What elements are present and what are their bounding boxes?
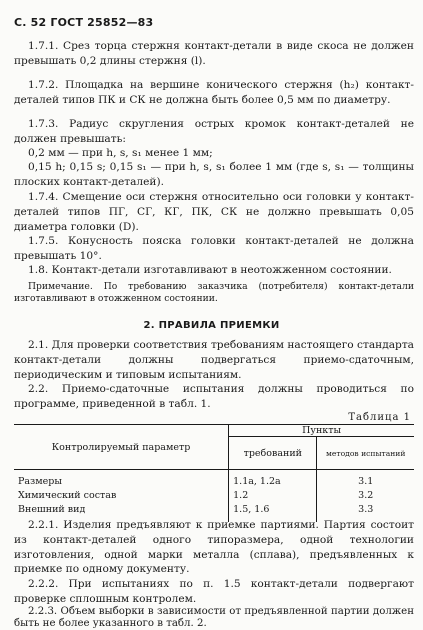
col-header-param: Контролируемый параметр <box>14 425 229 470</box>
paragraph-2-2: 2.2. Приемо-сдаточные испытания должны проводиться по программе, приведенной в табл. 1. <box>14 383 414 410</box>
paragraph-1-7-5: 1.7.5. Конусность пояска головки контакт-деталей не должна превышать 10°. <box>14 235 414 262</box>
table-1 <box>14 424 414 522</box>
col-header-method: методов испытаний <box>317 437 414 470</box>
paragraph-1-7-2: 1.7.2. Площадка на вершине конического стержня (h₂) контакт-деталей типов ПК и СК не должна быть более 0,5 мм по диаметру. <box>14 79 414 106</box>
table-row <box>14 475 414 489</box>
cell-method: 3.1 <box>317 475 414 489</box>
col-header-req: требований <box>229 437 317 470</box>
table-row <box>14 503 414 517</box>
cell-param: Внешний вид <box>18 504 86 515</box>
paragraph-1-7-3-item-2: 0,15 h; 0,15 s; 0,15 s₁ — при h, s, s₁ более 1 мм (где s, s₁ — толщины плоских контакт-деталей). <box>14 161 414 188</box>
col-header-group: Пункты <box>229 425 414 437</box>
paragraph-2-1: 2.1. Для проверки соответствия требованиям настоящего стандарта контакт-детали должны подвергаться приемо-сдаточным, периодическим и типовым испытаниям. <box>14 339 414 381</box>
cell-req: 1.2 <box>229 489 317 503</box>
note: Примечание. По требованию заказчика (потребителя) контакт-детали изготавливают в отожженном состоянии. <box>14 281 414 305</box>
paragraph-1-7-3: 1.7.3. Радиус скругления острых кромок контакт-деталей не должен превышать: <box>14 118 414 145</box>
paragraph-2-2-3: 2.2.3. Объем выборки в зависимости от предъявленной партии должен быть не более указанного в табл. 2. <box>14 606 414 629</box>
table-caption: Таблица 1 <box>348 412 411 423</box>
cell-method: 3.3 <box>317 503 414 517</box>
paragraph-2-2-1: 2.2.1. Изделия предъявляют к приемке партиями. Партия состоит из контакт-деталей одного типоразмера, одной технологии изготовления, одной марки металла (сплава), предъявленных к приемке по одному документу. <box>14 519 414 576</box>
paragraph-1-7-1: 1.7.1. Срез торца стержня контакт-детали в виде скоса не должен превышать 0,2 длины стержня (l). <box>14 40 414 67</box>
section-title: 2. ПРАВИЛА ПРИЕМКИ <box>143 320 280 331</box>
table-row <box>14 489 414 503</box>
page-header: С. 52 ГОСТ 25852—83 <box>14 16 154 29</box>
paragraph-1-7-3-item-1: 0,2 мм — при h, s, s₁ менее 1 мм; <box>28 147 213 159</box>
cell-req: 1.1а, 1.2а <box>229 475 317 489</box>
paragraph-2-2-2: 2.2.2. При испытаниях по п. 1.5 контакт-детали подвергают проверке сплошным контролем. <box>14 578 414 605</box>
cell-method: 3.2 <box>317 489 414 503</box>
paragraph-1-7-4: 1.7.4. Смещение оси стержня относительно оси головки у контакт-деталей типов ПГ, СГ, КГ, ПК, СК не должно превышать 0,05 диаметра головки (D). <box>14 191 414 233</box>
cell-param: Химический состав <box>18 490 117 501</box>
cell-param: Размеры <box>18 476 62 487</box>
cell-req: 1.5, 1.6 <box>229 503 317 517</box>
paragraph-1-8: 1.8. Контакт-детали изготавливают в неотожженном состоянии. <box>28 264 392 276</box>
